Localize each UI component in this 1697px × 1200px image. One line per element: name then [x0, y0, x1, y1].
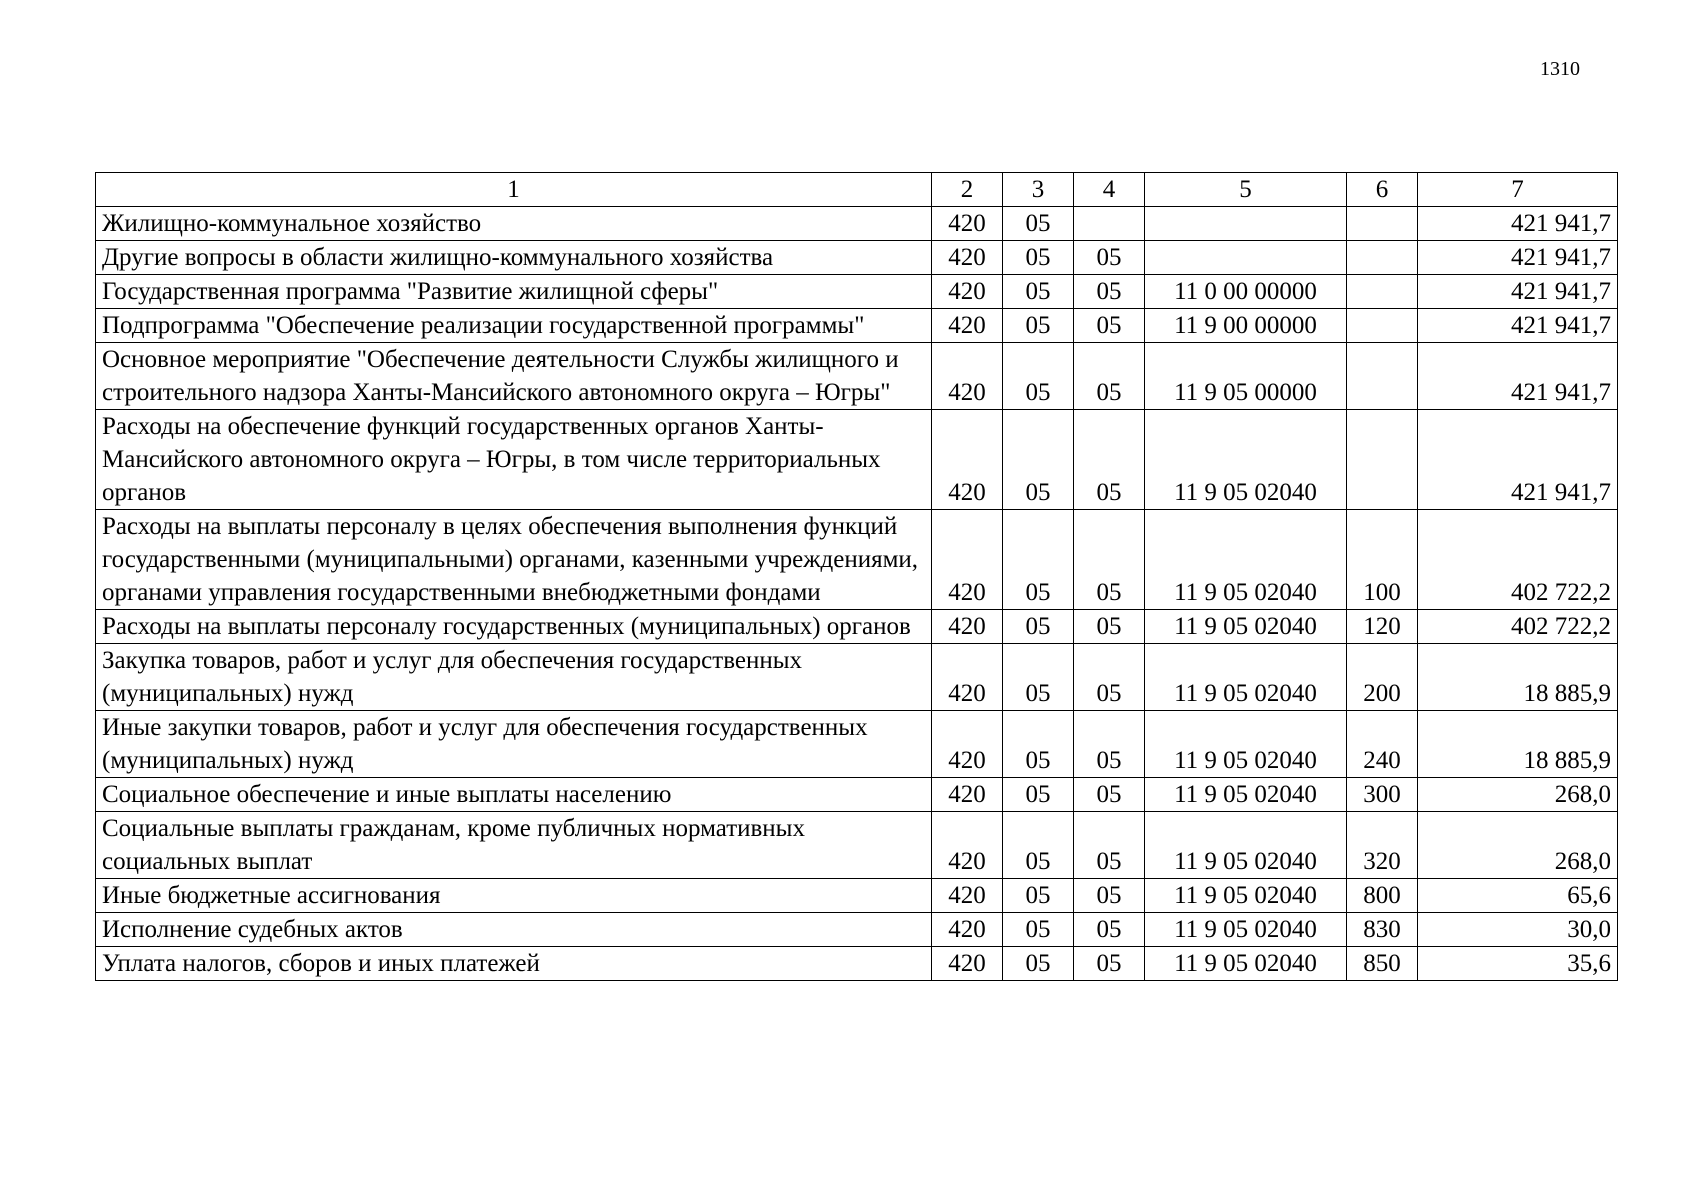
row-ministry-code: 420: [932, 778, 1003, 812]
row-ministry-code: 420: [932, 241, 1003, 275]
row-amount: 65,6: [1418, 879, 1618, 913]
row-expense-type-code: 830: [1347, 913, 1418, 947]
row-subsection-code: 05: [1074, 241, 1145, 275]
row-section-code: 05: [1003, 207, 1074, 241]
row-expense-type-code: 100: [1347, 510, 1418, 610]
row-expense-type-code: 200: [1347, 644, 1418, 711]
header-cell-4: 4: [1074, 173, 1145, 207]
row-subsection-code: 05: [1074, 275, 1145, 309]
table-row: [96, 913, 1618, 947]
row-target-code: 11 0 00 00000: [1145, 275, 1347, 309]
page-number: 1310: [1540, 58, 1580, 80]
row-name: Социальные выплаты гражданам, кроме публичных нормативных социальных выплат: [96, 812, 932, 879]
table-row: [96, 241, 1618, 275]
budget-table: [95, 172, 1618, 981]
row-name: Социальное обеспечение и иные выплаты населению: [96, 778, 932, 812]
table-row: [96, 207, 1618, 241]
row-name: Расходы на выплаты персоналу в целях обеспечения выполнения функций государственными (муниципальными) органами, казенными учреждениями, органами управления государственными внебюджетными фондами: [96, 510, 932, 610]
row-target-code: 11 9 05 02040: [1145, 879, 1347, 913]
row-amount: 268,0: [1418, 778, 1618, 812]
table-row: [96, 711, 1618, 778]
row-target-code: 11 9 05 00000: [1145, 343, 1347, 410]
row-ministry-code: 420: [932, 510, 1003, 610]
table-row: [96, 610, 1618, 644]
row-expense-type-code: [1347, 410, 1418, 510]
table-row: [96, 879, 1618, 913]
table-row: [96, 309, 1618, 343]
row-section-code: 05: [1003, 879, 1074, 913]
row-target-code: 11 9 05 02040: [1145, 913, 1347, 947]
row-name: Основное мероприятие "Обеспечение деятельности Службы жилищного и строительного надзора Ханты-Мансийского автономного округа – Югры": [96, 343, 932, 410]
header-cell-2: 2: [932, 173, 1003, 207]
header-row: [96, 173, 1618, 207]
row-name: Подпрограмма "Обеспечение реализации государственной программы": [96, 309, 932, 343]
row-target-code: [1145, 241, 1347, 275]
row-target-code: [1145, 207, 1347, 241]
table-row: [96, 812, 1618, 879]
row-subsection-code: 05: [1074, 913, 1145, 947]
row-expense-type-code: [1347, 343, 1418, 410]
row-ministry-code: 420: [932, 207, 1003, 241]
row-expense-type-code: [1347, 275, 1418, 309]
row-name: Другие вопросы в области жилищно-коммунального хозяйства: [96, 241, 932, 275]
row-amount: 421 941,7: [1418, 241, 1618, 275]
row-amount: 30,0: [1418, 913, 1618, 947]
row-section-code: 05: [1003, 947, 1074, 981]
row-amount: 421 941,7: [1418, 207, 1618, 241]
row-subsection-code: 05: [1074, 812, 1145, 879]
row-section-code: 05: [1003, 510, 1074, 610]
row-amount: 402 722,2: [1418, 610, 1618, 644]
row-ministry-code: 420: [932, 309, 1003, 343]
row-section-code: 05: [1003, 778, 1074, 812]
header-cell-1: 1: [96, 173, 932, 207]
table-row: [96, 275, 1618, 309]
row-target-code: 11 9 05 02040: [1145, 711, 1347, 778]
row-subsection-code: 05: [1074, 711, 1145, 778]
row-target-code: 11 9 05 02040: [1145, 610, 1347, 644]
row-target-code: 11 9 05 02040: [1145, 510, 1347, 610]
row-name: Государственная программа "Развитие жилищной сферы": [96, 275, 932, 309]
row-expense-type-code: [1347, 309, 1418, 343]
row-expense-type-code: 850: [1347, 947, 1418, 981]
row-ministry-code: 420: [932, 913, 1003, 947]
row-target-code: 11 9 05 02040: [1145, 947, 1347, 981]
header-cell-5: 5: [1145, 173, 1347, 207]
table-row: [96, 510, 1618, 610]
row-subsection-code: 05: [1074, 879, 1145, 913]
row-ministry-code: 420: [932, 275, 1003, 309]
row-subsection-code: 05: [1074, 343, 1145, 410]
row-amount: 18 885,9: [1418, 711, 1618, 778]
row-target-code: 11 9 05 02040: [1145, 644, 1347, 711]
row-amount: 421 941,7: [1418, 410, 1618, 510]
row-expense-type-code: 800: [1347, 879, 1418, 913]
row-amount: 421 941,7: [1418, 275, 1618, 309]
table-row: [96, 947, 1618, 981]
row-subsection-code: 05: [1074, 947, 1145, 981]
row-ministry-code: 420: [932, 410, 1003, 510]
row-ministry-code: 420: [932, 610, 1003, 644]
row-target-code: 11 9 05 02040: [1145, 410, 1347, 510]
header-cell-7: 7: [1418, 173, 1618, 207]
row-amount: 35,6: [1418, 947, 1618, 981]
row-expense-type-code: 300: [1347, 778, 1418, 812]
row-section-code: 05: [1003, 309, 1074, 343]
row-ministry-code: 420: [932, 947, 1003, 981]
row-subsection-code: 05: [1074, 309, 1145, 343]
table-row: [96, 410, 1618, 510]
row-section-code: 05: [1003, 241, 1074, 275]
row-target-code: 11 9 00 00000: [1145, 309, 1347, 343]
row-name: Иные бюджетные ассигнования: [96, 879, 932, 913]
row-amount: 268,0: [1418, 812, 1618, 879]
row-subsection-code: 05: [1074, 644, 1145, 711]
row-amount: 421 941,7: [1418, 309, 1618, 343]
row-ministry-code: 420: [932, 879, 1003, 913]
row-expense-type-code: [1347, 207, 1418, 241]
row-name: Расходы на выплаты персоналу государственных (муниципальных) органов: [96, 610, 932, 644]
row-expense-type-code: 120: [1347, 610, 1418, 644]
row-subsection-code: 05: [1074, 610, 1145, 644]
row-expense-type-code: [1347, 241, 1418, 275]
row-section-code: 05: [1003, 913, 1074, 947]
row-name: Иные закупки товаров, работ и услуг для обеспечения государственных (муниципальных) нужд: [96, 711, 932, 778]
row-expense-type-code: 320: [1347, 812, 1418, 879]
row-ministry-code: 420: [932, 711, 1003, 778]
table-row: [96, 644, 1618, 711]
row-section-code: 05: [1003, 275, 1074, 309]
row-amount: 18 885,9: [1418, 644, 1618, 711]
row-subsection-code: 05: [1074, 410, 1145, 510]
row-name: Расходы на обеспечение функций государственных органов Ханты-Мансийского автономного округа – Югры, в том числе территориальных органов: [96, 410, 932, 510]
row-section-code: 05: [1003, 644, 1074, 711]
row-target-code: 11 9 05 02040: [1145, 778, 1347, 812]
row-subsection-code: [1074, 207, 1145, 241]
row-section-code: 05: [1003, 610, 1074, 644]
row-amount: 402 722,2: [1418, 510, 1618, 610]
row-subsection-code: 05: [1074, 778, 1145, 812]
row-name: Уплата налогов, сборов и иных платежей: [96, 947, 932, 981]
row-section-code: 05: [1003, 812, 1074, 879]
table-row: [96, 778, 1618, 812]
row-subsection-code: 05: [1074, 510, 1145, 610]
header-cell-6: 6: [1347, 173, 1418, 207]
row-section-code: 05: [1003, 343, 1074, 410]
row-amount: 421 941,7: [1418, 343, 1618, 410]
table-header: [96, 173, 1618, 207]
row-name: Жилищно-коммунальное хозяйство: [96, 207, 932, 241]
table-row: [96, 343, 1618, 410]
row-section-code: 05: [1003, 410, 1074, 510]
header-cell-3: 3: [1003, 173, 1074, 207]
row-name: Закупка товаров, работ и услуг для обеспечения государственных (муниципальных) нужд: [96, 644, 932, 711]
row-expense-type-code: 240: [1347, 711, 1418, 778]
row-section-code: 05: [1003, 711, 1074, 778]
row-ministry-code: 420: [932, 812, 1003, 879]
row-ministry-code: 420: [932, 343, 1003, 410]
row-target-code: 11 9 05 02040: [1145, 812, 1347, 879]
table-body: [96, 207, 1618, 981]
row-name: Исполнение судебных актов: [96, 913, 932, 947]
row-ministry-code: 420: [932, 644, 1003, 711]
